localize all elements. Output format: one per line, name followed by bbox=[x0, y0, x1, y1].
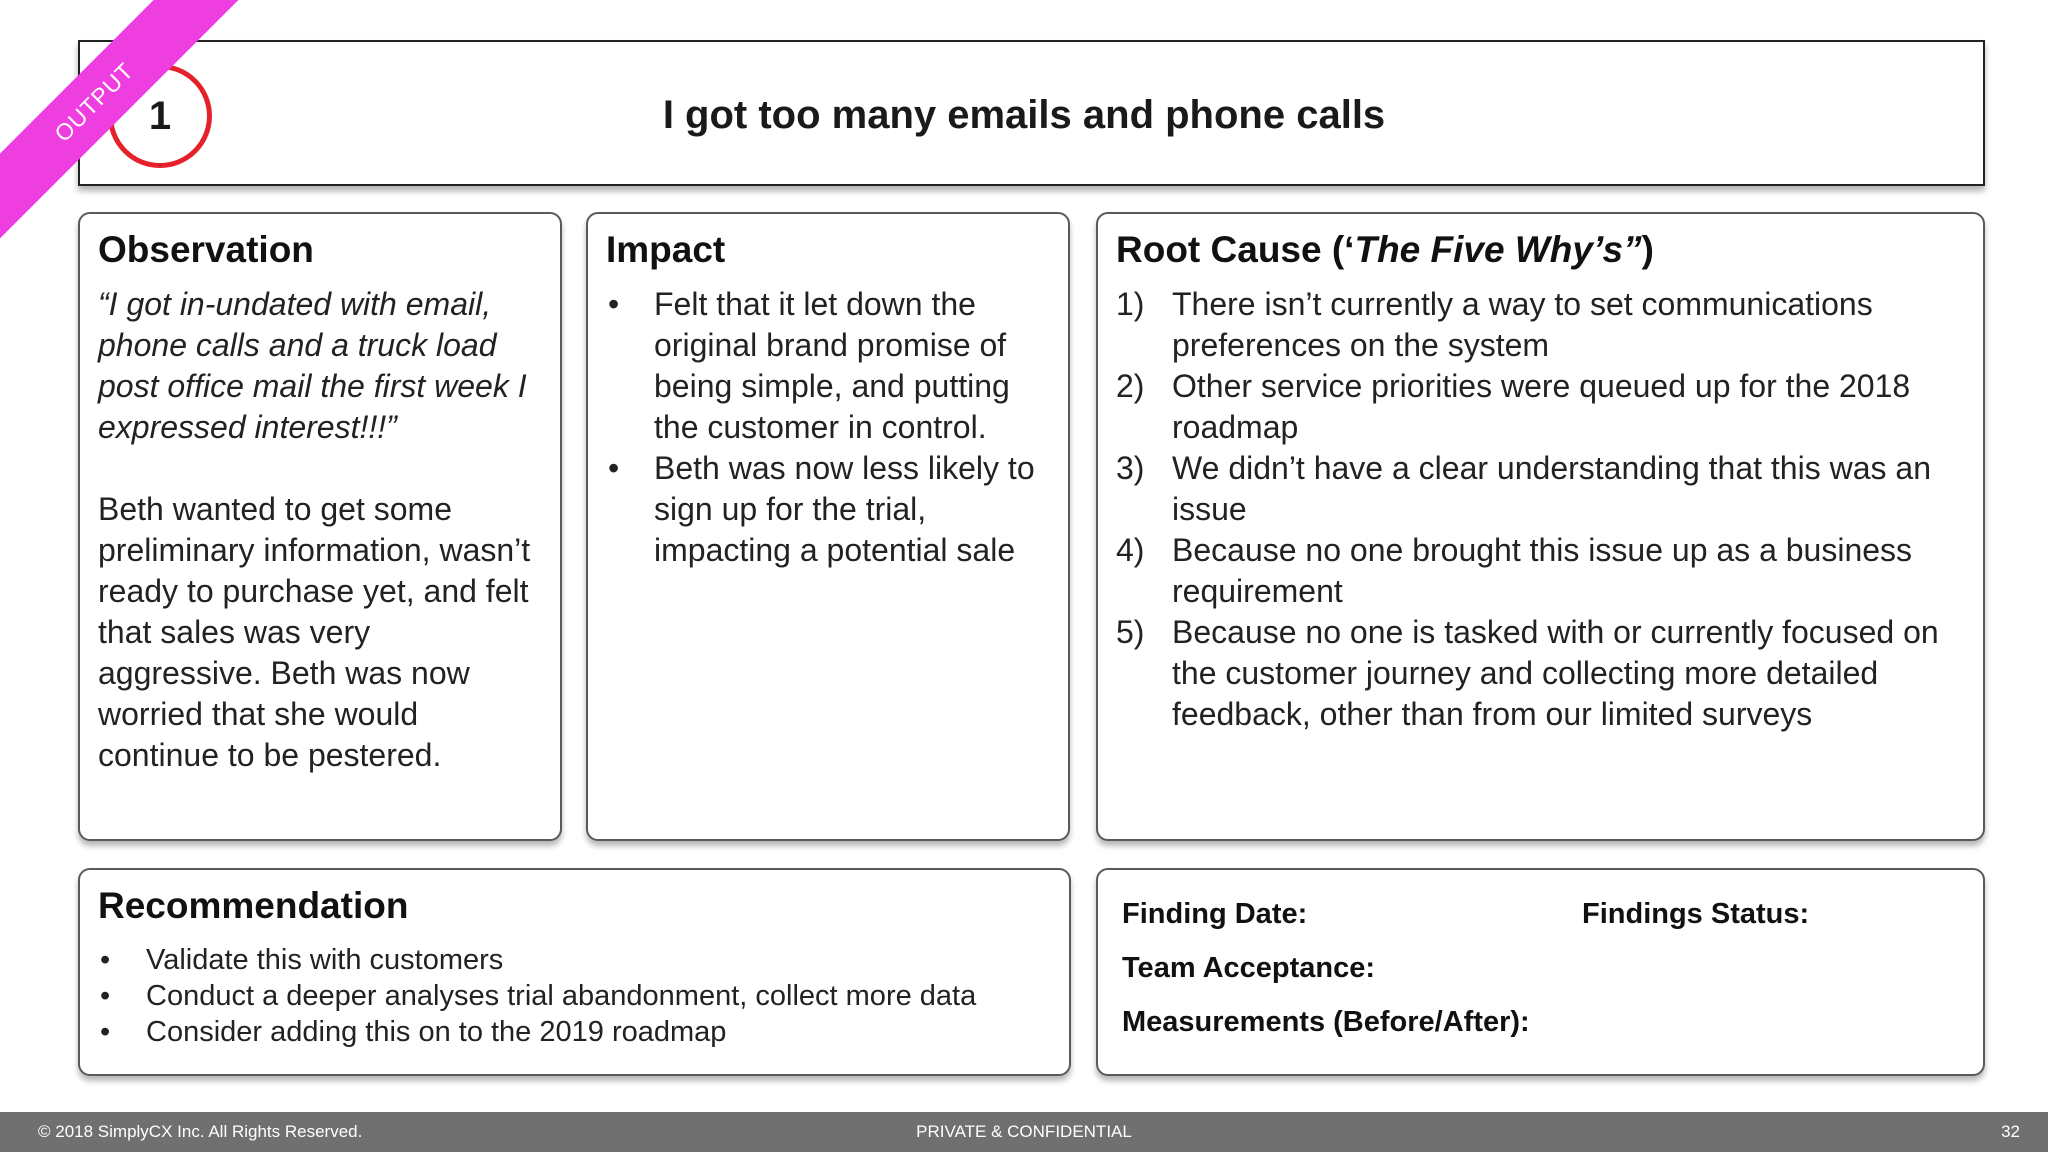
slide-title: I got too many emails and phone calls bbox=[662, 93, 1386, 137]
why-text: There isn’t currently a way to set communications preferences on the system bbox=[1172, 286, 1873, 363]
why-number: 4) bbox=[1116, 532, 1145, 568]
why-number: 2) bbox=[1116, 368, 1145, 404]
footer-confidential: PRIVATE & CONFIDENTIAL bbox=[916, 1122, 1132, 1141]
why-item bbox=[1116, 448, 1965, 530]
why-number: 1) bbox=[1116, 286, 1145, 322]
observation-heading: Observation bbox=[98, 229, 314, 270]
observation-quote: “I got in-undated with email, phone calls and a truck load post office mail the first week I expressed interest!!!” bbox=[98, 286, 527, 445]
why-text: Because no one brought this issue up as a business requirement bbox=[1172, 532, 1913, 609]
why-item bbox=[1116, 530, 1965, 612]
why-item bbox=[1116, 284, 1965, 366]
why-number: 3) bbox=[1116, 450, 1145, 486]
root-cause-heading-prefix: Root Cause (‘ bbox=[1116, 229, 1355, 270]
footer-bar bbox=[0, 1112, 2048, 1152]
why-text: We didn’t have a clear understanding that this was an issue bbox=[1172, 450, 1931, 527]
observation-body: Beth wanted to get some preliminary information, wasn’t ready to purchase yet, and felt that sales was very aggressive. Beth was now worried that she would continue to be pestered. bbox=[98, 491, 531, 773]
recommendation-card bbox=[78, 868, 1071, 1076]
recommendation-item: • Validate this with customers bbox=[98, 942, 1051, 978]
footer-page-number: 32 bbox=[2001, 1122, 2020, 1141]
recommendation-item: • Consider adding this on to the 2019 roadmap bbox=[98, 1014, 1051, 1050]
why-item bbox=[1116, 612, 1965, 735]
root-cause-heading bbox=[1116, 228, 1965, 272]
recommendation-list bbox=[98, 942, 1051, 1050]
findings-card bbox=[1096, 868, 1985, 1076]
root-cause-heading-italic: The Five Why’s” bbox=[1354, 229, 1642, 270]
impact-list bbox=[606, 284, 1050, 571]
five-whys-list bbox=[1116, 284, 1965, 735]
measurements-label: Measurements (Before/After): bbox=[1122, 1006, 1530, 1038]
why-number: 5) bbox=[1116, 614, 1145, 650]
output-ribbon: OUTPUT bbox=[0, 0, 250, 258]
impact-item: • Felt that it let down the original brand promise of being simple, and putting the customer in control. bbox=[606, 284, 1050, 448]
why-item bbox=[1116, 366, 1965, 448]
findings-status-label: Findings Status: bbox=[1582, 898, 1810, 930]
finding-number-badge: 1 bbox=[108, 64, 212, 168]
team-acceptance-label: Team Acceptance: bbox=[1122, 952, 1376, 984]
why-text: Other service priorities were queued up for the 2018 roadmap bbox=[1172, 368, 1911, 445]
impact-item: • Beth was now less likely to sign up for the trial, impacting a potential sale bbox=[606, 448, 1050, 571]
why-text: Because no one is tasked with or currently focused on the customer journey and collecting more detailed feedback, other than from our limited surveys bbox=[1172, 614, 1939, 732]
root-cause-heading-suffix: ) bbox=[1641, 229, 1654, 270]
impact-card bbox=[586, 212, 1070, 841]
finding-date-label: Finding Date: bbox=[1122, 898, 1308, 930]
impact-heading: Impact bbox=[606, 229, 726, 270]
observation-card bbox=[78, 212, 562, 841]
footer-copyright: © 2018 SimplyCX Inc. All Rights Reserved. bbox=[38, 1122, 363, 1141]
recommendation-item: • Conduct a deeper analyses trial abandonment, collect more data bbox=[98, 978, 1051, 1014]
root-cause-card bbox=[1096, 212, 1985, 841]
recommendation-heading: Recommendation bbox=[98, 885, 409, 926]
